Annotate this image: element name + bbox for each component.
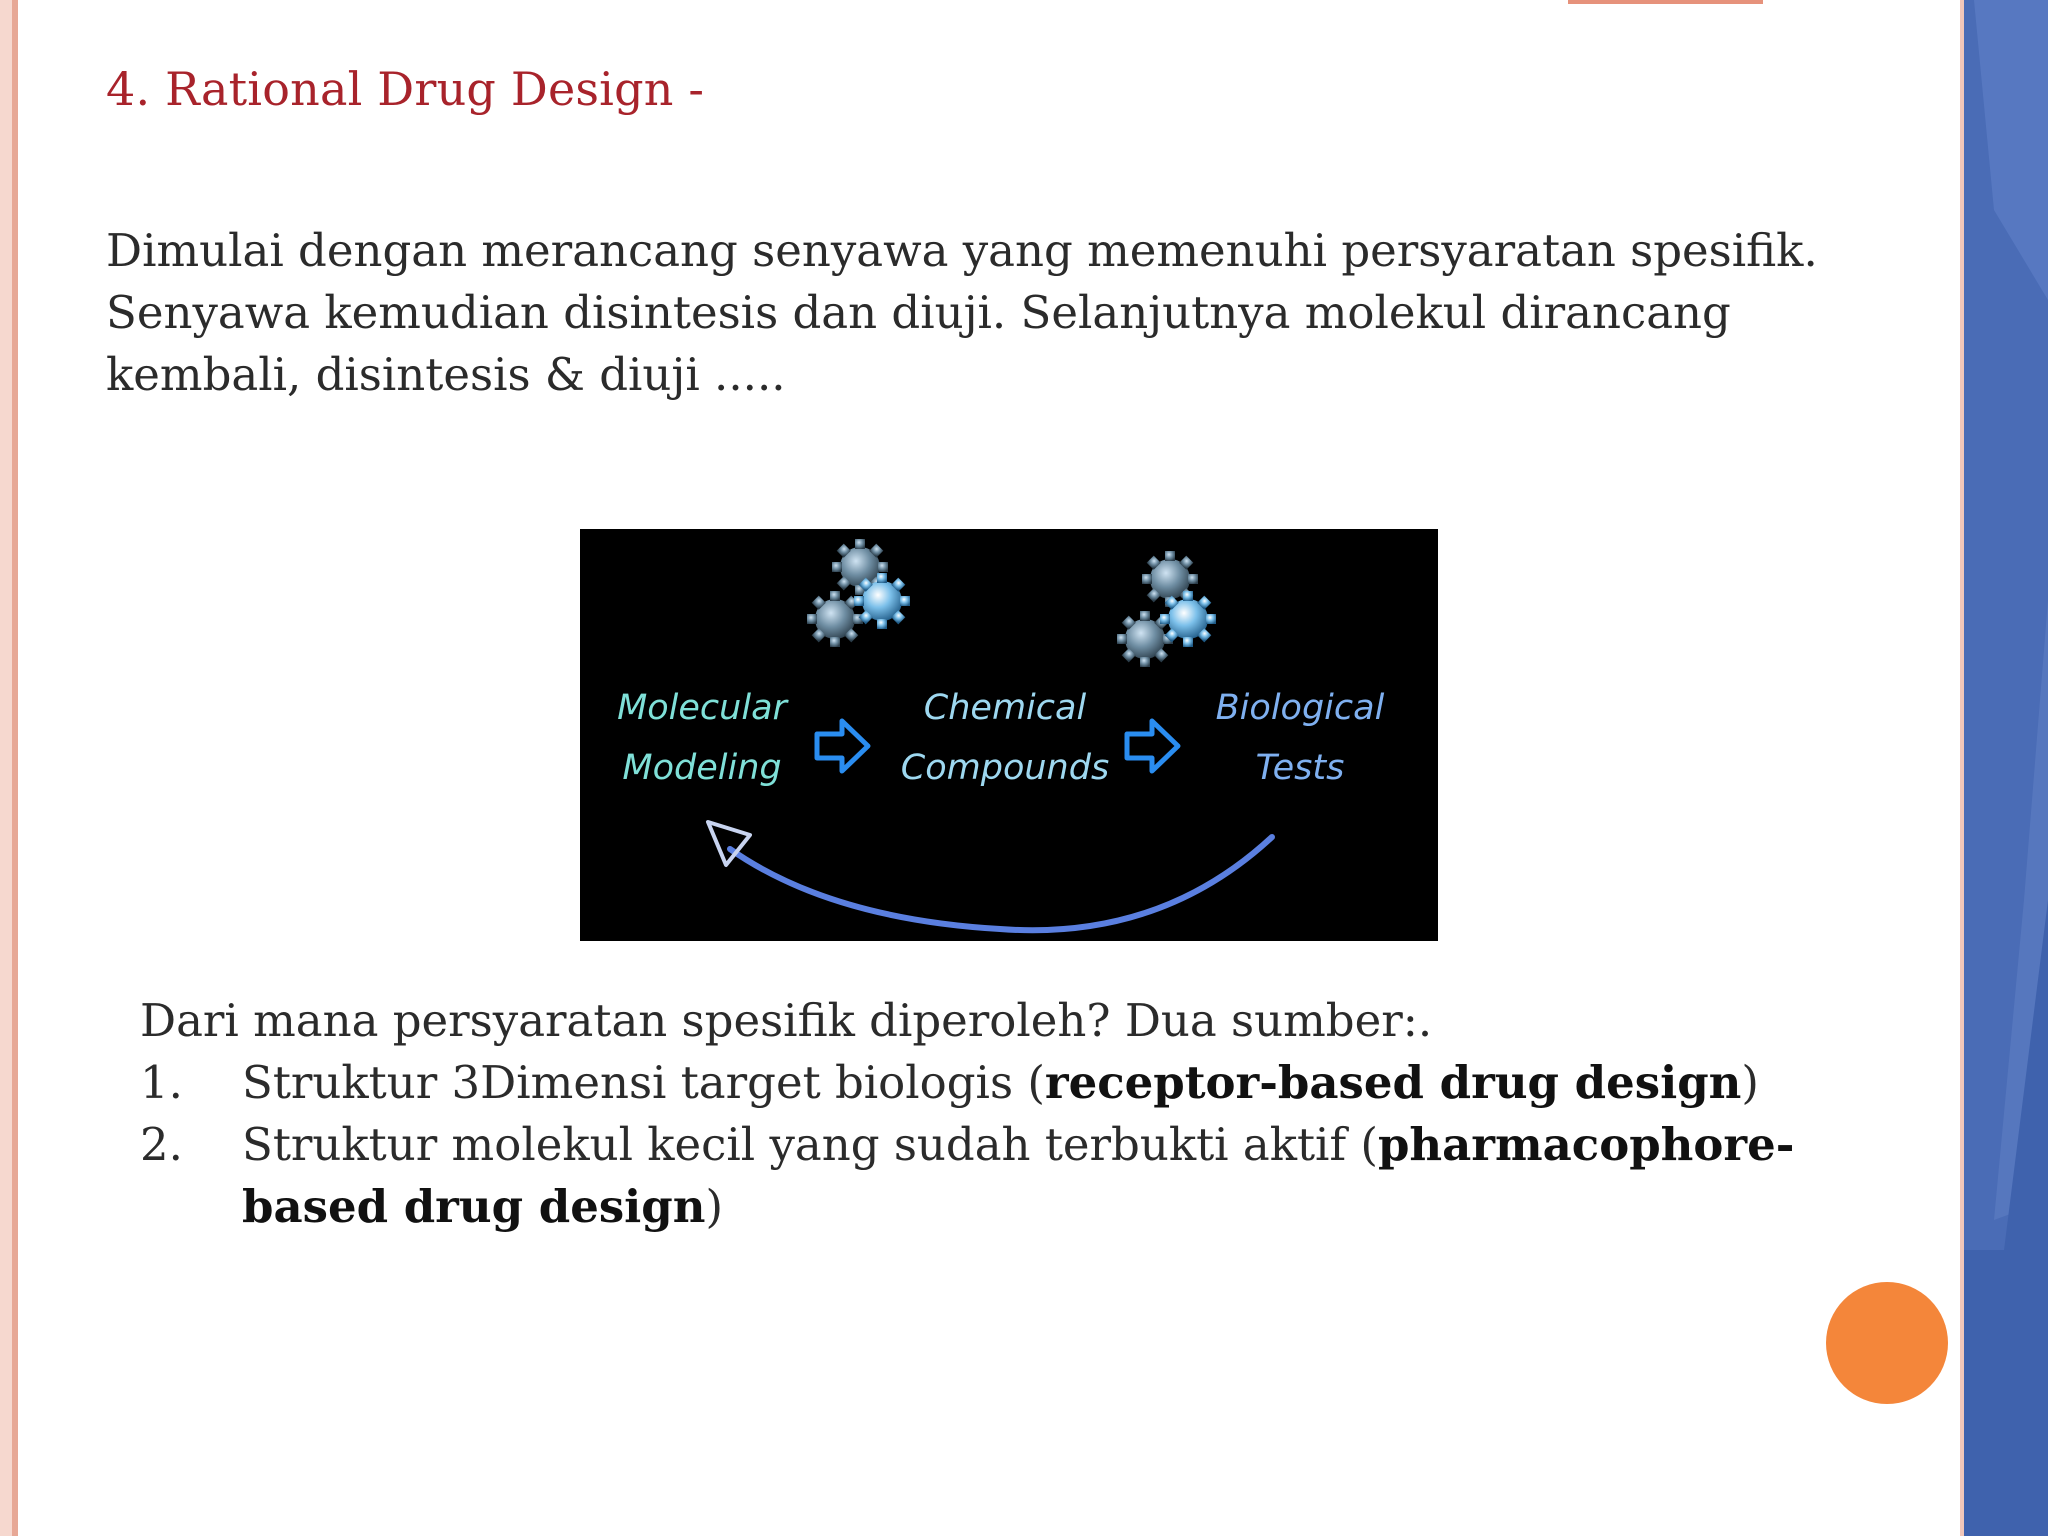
intro-paragraph [106,220,1956,406]
left-border [0,0,12,1536]
step-chemical-compounds-line1: Chemical [923,688,1087,728]
sources-block [140,990,1920,1238]
sources-list [140,1052,1920,1238]
list-item-bold: pharmacophore-based drug design [242,1118,1795,1233]
left-border-inner [12,0,18,1536]
step-chemical-compounds-line2: Compounds [900,748,1110,788]
list-item [140,1114,1920,1238]
orange-circle-decoration [1826,1282,1948,1404]
panel-chevron-shapes [1964,0,2048,1536]
intro-line: Senyawa kemudian disintesis dan diuji. Selanjutnya molekul dirancang [106,286,1731,339]
top-accent-line [1568,0,1763,4]
gear-icon [807,539,910,647]
list-number: 2. [140,1118,183,1171]
list-item-tail: ) [705,1180,724,1233]
drug-design-cycle-diagram [580,529,1438,941]
step-molecular-modeling-line1: Molecular [617,688,787,728]
step-biological-tests-line1: Biological [1215,688,1385,728]
list-item-text: Struktur 3Dimensi target biologis ( [242,1056,1045,1109]
cycle-diagram-svg [580,529,1438,941]
right-decorative-panel [1964,0,2048,1536]
gear-icon [1117,551,1216,667]
list-item-bold: receptor-based drug design [1044,1056,1742,1109]
step-molecular-modeling-line2: Modeling [622,748,782,788]
list-item-text: Struktur molekul kecil yang sudah terbukti aktif ( [242,1118,1378,1171]
intro-line: Dimulai dengan merancang senyawa yang memenuhi persyaratan spesifik. [106,224,1818,277]
right-arrow-icon [1127,721,1178,771]
slide-title: 4. Rational Drug Design - [106,62,705,116]
step-biological-tests-line2: Tests [1255,748,1345,788]
feedback-loop-curve [730,837,1272,930]
list-item-tail: ) [1741,1056,1759,1109]
intro-line: kembali, disintesis & diuji ..... [106,348,786,401]
right-arrow-icon [817,721,868,771]
sources-question: Dari mana persyaratan spesifik diperoleh? Dua sumber:. [140,994,1433,1047]
list-number: 1. [140,1056,183,1109]
list-item [140,1052,1920,1114]
